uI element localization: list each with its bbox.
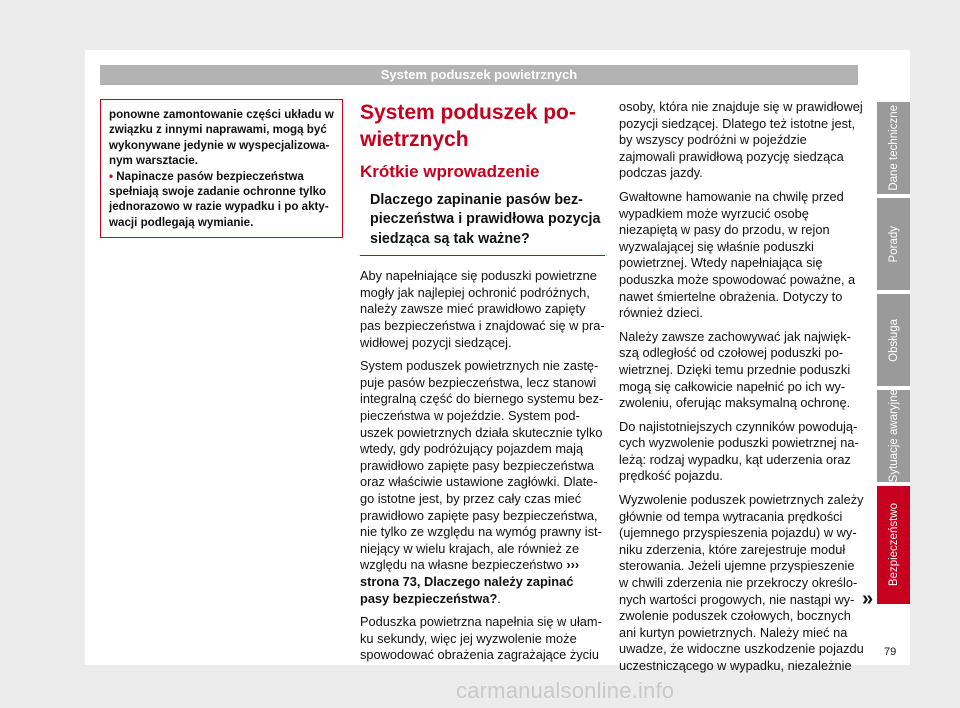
running-header: System poduszek powietrznych [100, 65, 858, 85]
page-number: 79 [884, 646, 897, 658]
middle-column [360, 99, 605, 671]
note-paragraph: ponowne zamontowanie części układu w związku z innymi naprawami, mogą być wykonywane jedynie w wyspecjalizowanym warsztacie. [109, 108, 334, 168]
warning-note-box [100, 99, 343, 238]
note-bullet-item [109, 169, 334, 231]
note-bullet-text: Napinacze pasów bezpieczeństwa spełniają swoje zadanie ochronne tylko jednorazowo w razie wypadku i po aktywacji podlegają wymianie. [109, 169, 329, 229]
body-text: System poduszek powietrznych nie zastępuje pasów bezpieczeństwa, lecz stanowi integralną część do biernego systemu bezpieczeństwa w pojeździe. System poduszek powietrznych działa skutecznie tylko wtedy, gdy podróżujący pojazdem mają prawidłowo zapięte pasy bezpieczeństwa oraz właściwie ustawione zagłówki. Dlatego istotne jest, by przez cały czas mieć prawidłowo zapięte pasy bezpieczeństwa, nie tylko ze względu na wymóg prawny istniejący w wielu krajach, ale również ze względu na własne bezpieczeństwo [360, 358, 604, 573]
body-paragraph: Aby napełniające się poduszki powietrzne mogły jak najlepiej ochronić podróżnych, należy zawsze mieć prawidłowo zapięty pas bezpieczeństwa i znajdować się w prawidłowej pozycji siedzącej. [360, 268, 605, 350]
tab-label: Sytuacje awaryjne [887, 389, 900, 483]
chapter-tabs [877, 102, 910, 608]
tab-label: Dane techniczne [887, 105, 900, 191]
bullet-icon: • [109, 169, 114, 183]
continued-arrow-icon: » [862, 588, 874, 610]
tab-porady[interactable] [877, 198, 910, 290]
body-paragraph: osoby, która nie znajduje się w prawidłowej pozycji siedzącej. Dlatego też istotne jest, by wszyscy podróżni w pojeździe zajmowali prawidłową pozycję siedząca podczas jazdy. [619, 99, 863, 181]
body-paragraph: Gwałtowne hamowanie na chwilę przed wypadkiem może wyrzucić osobę niezapiętą w pasy do przodu, w rejon wyzwalającej się właśnie poduszki powietrznej. Wtedy napełniająca się poduszka może spowodować poważne, a nawet śmiertelne obrażenia. Dotyczy to również dzieci. [619, 188, 856, 321]
tab-label: Porady [887, 225, 900, 263]
body-paragraph: Wyzwolenie poduszek powietrznych zależy głównie od tempa wytracania prędkości (ujemnego przyspieszenia pojazdu) w wyniku zderzenia, które zarejestruje moduł sterowania. Jeżeli ujemne przyspieszenie w chwili zderzenia nie przekroczy określonych wartości progowych, nie nastąpi wyzwolenie poduszek czołowych, bocznych ani kurtyn powietrznych. Należy mieć na uwadze, że widoczne uszkodzenie pojazdu uczestniczącego w wypadku, niezależnie [619, 492, 864, 673]
page-reference-link[interactable]: ››› strona 73, Dlaczego należy zapinać pasy bezpieczeństwa? [360, 557, 580, 606]
tab-bezpieczenstwo[interactable] [877, 486, 910, 604]
body-text: . [497, 590, 501, 606]
tab-label: Obsługa [887, 318, 900, 362]
tab-dane-techniczne[interactable] [877, 102, 910, 194]
body-paragraph: Należy zawsze zachowywać jak największą odległość od czołowej poduszki powietrznej. Dzięki temu przednie poduszki mogą się całkowicie napełnić po ich wyzwoleniu, oferując maksymalną ochronę. [619, 328, 851, 411]
left-column [100, 99, 343, 238]
section-title: System poduszek powietrznych [360, 101, 576, 151]
body-paragraph [360, 358, 605, 607]
section-subtitle: Krótkie wprowadzenie [360, 162, 540, 181]
tab-sytuacje-awaryjne[interactable] [877, 390, 910, 482]
watermark-text: carmanualsonline.info [456, 678, 675, 703]
question-heading: Dlaczego zapinanie pasów bezpieczeństwa i prawidłowa pozycja siedząca są tak ważne? [360, 191, 605, 256]
tab-label: Bezpieczeństwo [887, 503, 900, 587]
body-paragraph: Do najistotniejszych czynników powodujących wyzwolenie poduszki powietrznej należą: rodzaj wypadku, kąt uderzenia oraz prędkość pojazdu. [619, 418, 859, 484]
tab-obsluga[interactable] [877, 294, 910, 386]
right-column [619, 99, 864, 682]
body-paragraph: Poduszka powietrzna napełnia się w ułamku sekundy, więc jej wyzwolenie może spowodować obrażenia zagrażające życiu [360, 614, 602, 663]
